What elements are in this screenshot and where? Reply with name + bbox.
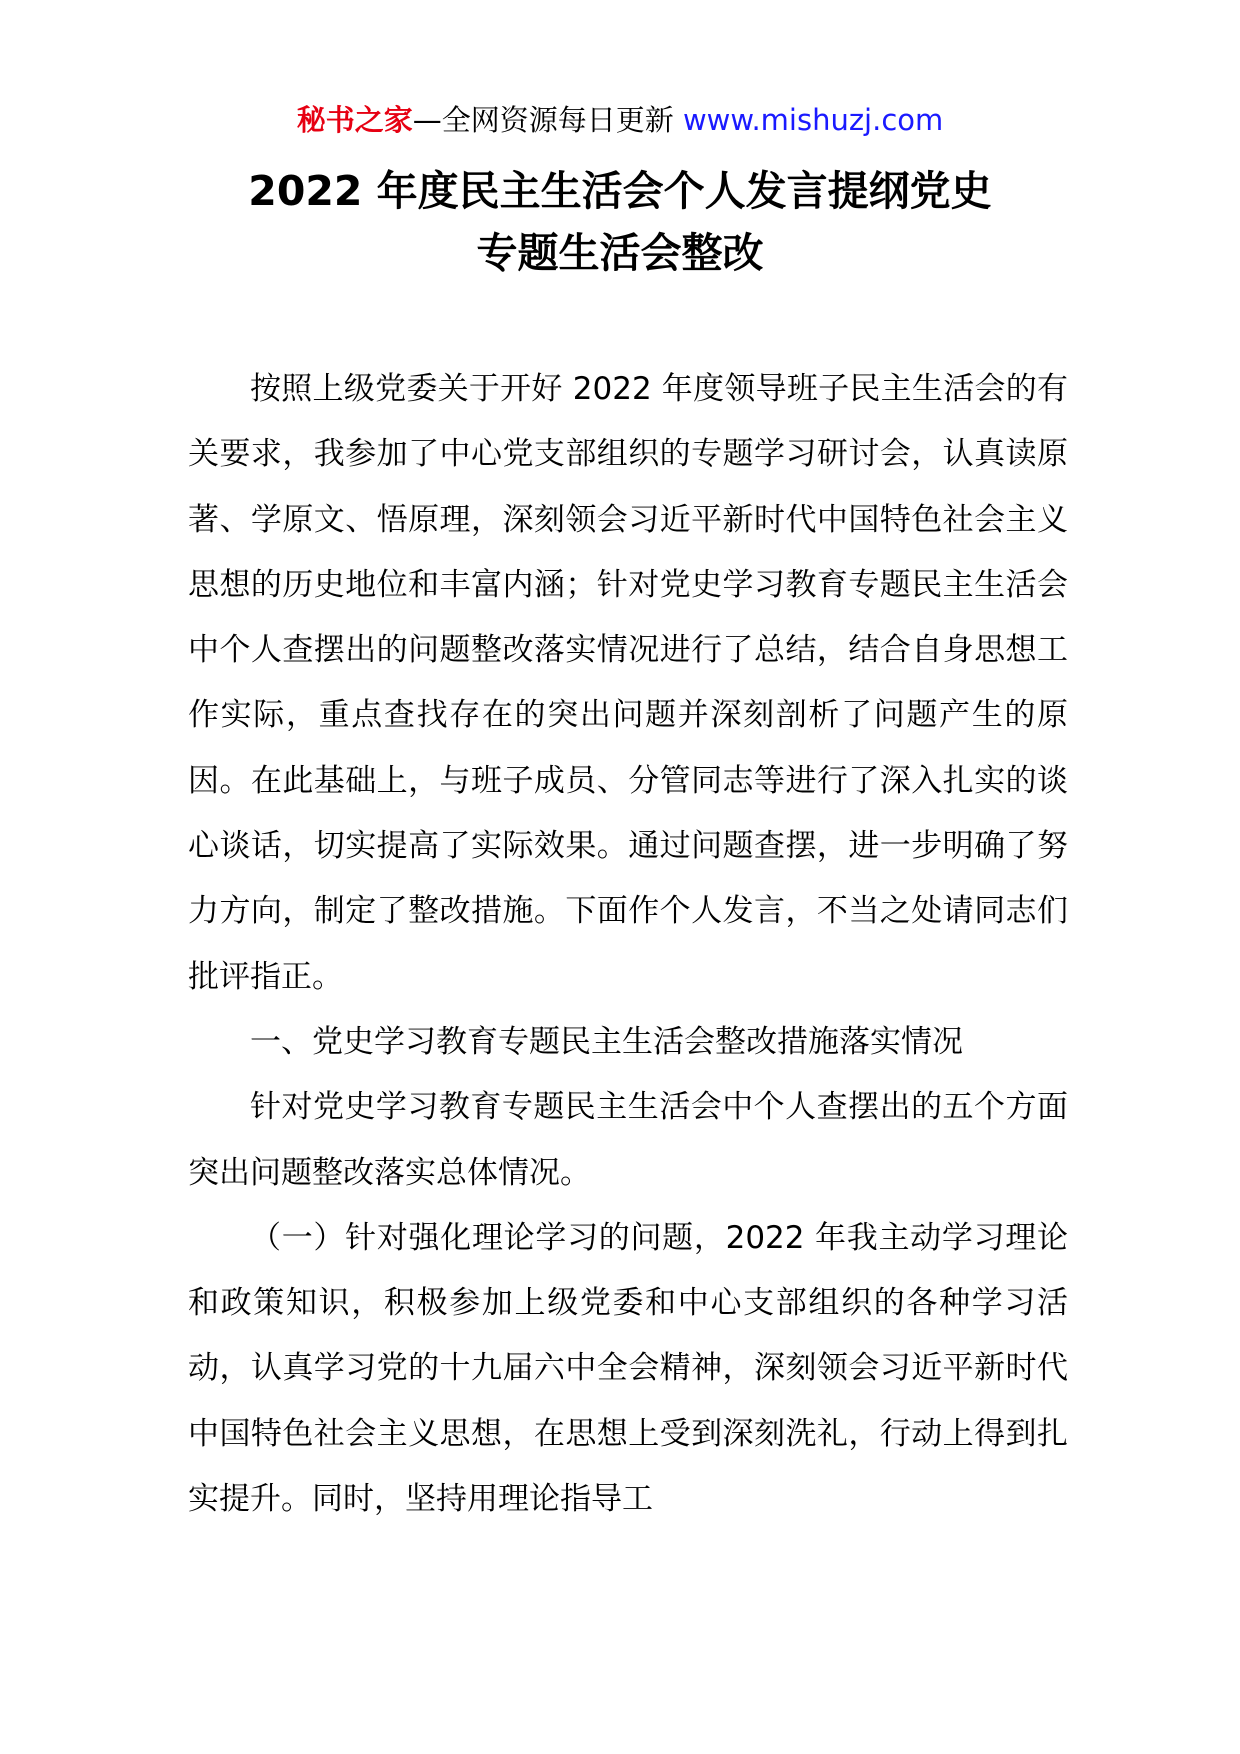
brand-name: 秘书之家 xyxy=(296,103,413,137)
header-tagline: —全网资源每日更新 xyxy=(412,103,683,137)
document-body xyxy=(188,357,1068,1532)
site-header xyxy=(0,100,1240,140)
document-title xyxy=(0,160,1240,284)
body-paragraph: （一）针对强化理论学习的问题，2022 年我主动学习理论和政策知识，积极参加上级党委和中心支部组织的各种学习活动，认真学习党的十九届六中全会精神，深刻领会习近平新时代中国特色社会主义思想，在思想上受到深刻洗礼，行动上得到扎实提升。同时，坚持用理论指导工 xyxy=(188,1219,1068,1518)
section-heading: 一、党史学习教育专题民主生活会整改措施落实情况 xyxy=(250,1023,963,1060)
title-line-2: 专题生活会整改 xyxy=(476,229,764,277)
intro-paragraph: 按照上级党委关于开好 2022 年度领导班子民主生活会的有关要求，我参加了中心党支部组织的专题学习研讨会，认真读原著、学原文、悟原理，深刻领会习近平新时代中国特色社会主义思想的历史地位和丰富内涵；针对党史学习教育专题民主生活会中个人查摆出的问题整改落实情况进行了总结，结合自身思想工作实际，重点查找存在的突出问题并深刻剖析了问题产生的原因。在此基础上，与班子成员、分管同志等进行了深入扎实的谈心谈话，切实提高了实际效果。通过问题查摆，进一步明确了努力方向，制定了整改措施。下面作个人发言，不当之处请同志们批评指正。 xyxy=(188,371,1068,995)
body-paragraph: 针对党史学习教育专题民主生活会中个人查摆出的五个方面突出问题整改落实总体情况。 xyxy=(188,1089,1068,1191)
site-url-link[interactable]: www.mishuzj.com xyxy=(682,103,944,137)
title-line-1: 2022 年度民主生活会个人发言提纲党史 xyxy=(248,167,992,215)
